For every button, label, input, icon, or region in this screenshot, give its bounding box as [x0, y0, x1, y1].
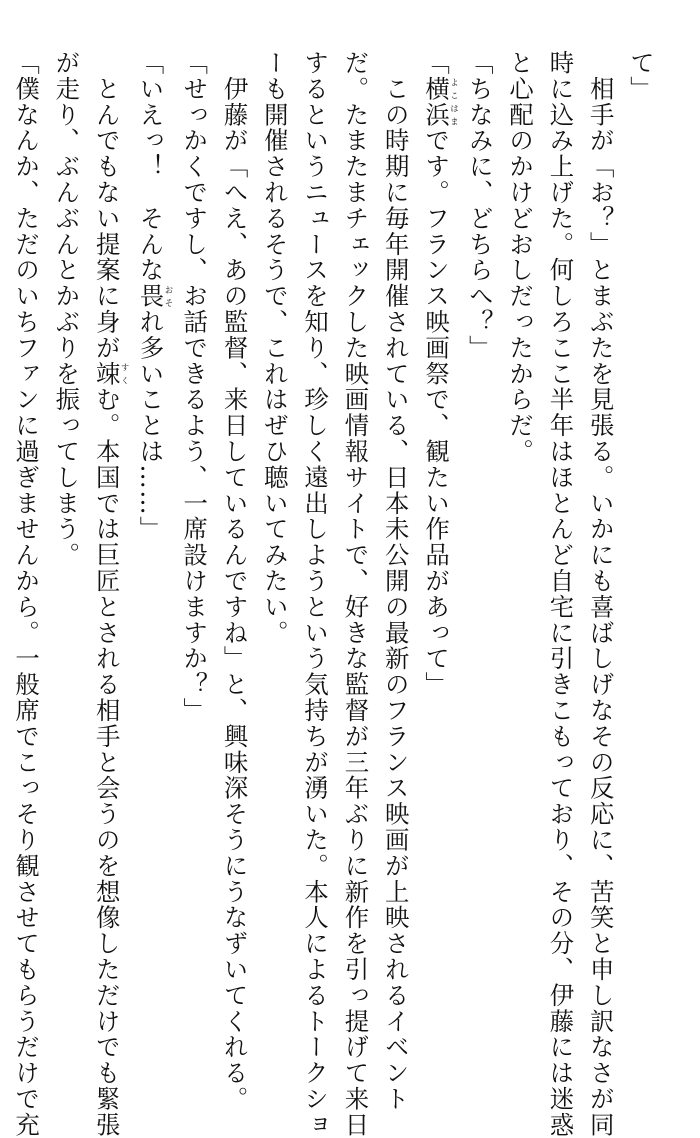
text-line-11: 伊藤が「へえ、あの監督、来日しているんですね」と、興味深そうにうなずいてくれる。	[219, 50, 249, 1112]
line-6-before: 「	[421, 50, 451, 76]
ruby-sukumu-reading: すく	[119, 360, 130, 387]
text-line-10: ーも開催されるそうで、これはぜひ聴いてみたい。	[259, 50, 289, 646]
ruby-sukumu-base: 竦	[91, 360, 121, 387]
ruby-osore-base: 畏	[135, 283, 165, 310]
text-line-8: だ。たまたまチェックした映画情報サイトで、好きな監督が三年ぶりに新作を引っ提げて来日	[340, 50, 370, 1138]
line-14-after: む。本国では巨匠とされる相手と会うのを想像しただけでも緊張	[91, 386, 121, 1138]
ruby-yokohama-reading: よこはま	[448, 75, 459, 128]
text-line-12: 「せっかくですし、お話できるよう、一席設けますか？」	[179, 50, 209, 724]
line-13-after: れ多いことは……」	[135, 309, 165, 543]
line-6-after: です。フランス映画祭で、観たい作品があって」	[421, 127, 451, 698]
line-14-before: とんでもない提案に身が	[91, 50, 121, 361]
line-13-before: 「いえっ！ そんな	[135, 50, 165, 284]
text-line-3: 時に込み上げた。何しろここ半年はほとんど自宅に引きこもっており、その分、伊藤には迷惑	[545, 50, 575, 1138]
text-line-2: 相手が「お？」とまぶたを見張る。いかにも喜ばしげなその反応に、苦笑と申し訳なさが同	[585, 50, 615, 1138]
text-line-4: と心配のかけどおしだったからだ。	[505, 50, 535, 465]
text-line-16: 「僕なんか、ただのいちファンに過ぎませんから。一般席でこっそり観させてもらうだけで充	[11, 50, 41, 1138]
ruby-yokohama	[421, 75, 459, 128]
vertical-text-block	[11, 50, 660, 1138]
text-line-7: この時期に毎年開催されている、日本未公開の最新のフランス映画が上映されるイベント	[380, 50, 410, 1112]
text-line-15: が走り、ぶんぶんとかぶりを振ってしまう。	[51, 50, 81, 568]
text-line-13	[129, 50, 173, 985]
ruby-osore-reading: おそ	[162, 283, 173, 309]
text-line-9: するというニュースを知り、珍しく遠出しようという気持ちが湧いた。本人によるトークショ	[300, 50, 330, 1138]
ruby-osore	[135, 283, 173, 310]
text-line-14	[85, 50, 130, 1138]
ruby-yokohama-base: 横浜	[421, 75, 451, 128]
text-line-5: 「ちなみに、どちらへ？」	[464, 50, 494, 361]
ruby-sukumu	[91, 360, 130, 387]
text-line-1: て」	[626, 50, 655, 102]
text-line-6	[415, 50, 459, 985]
